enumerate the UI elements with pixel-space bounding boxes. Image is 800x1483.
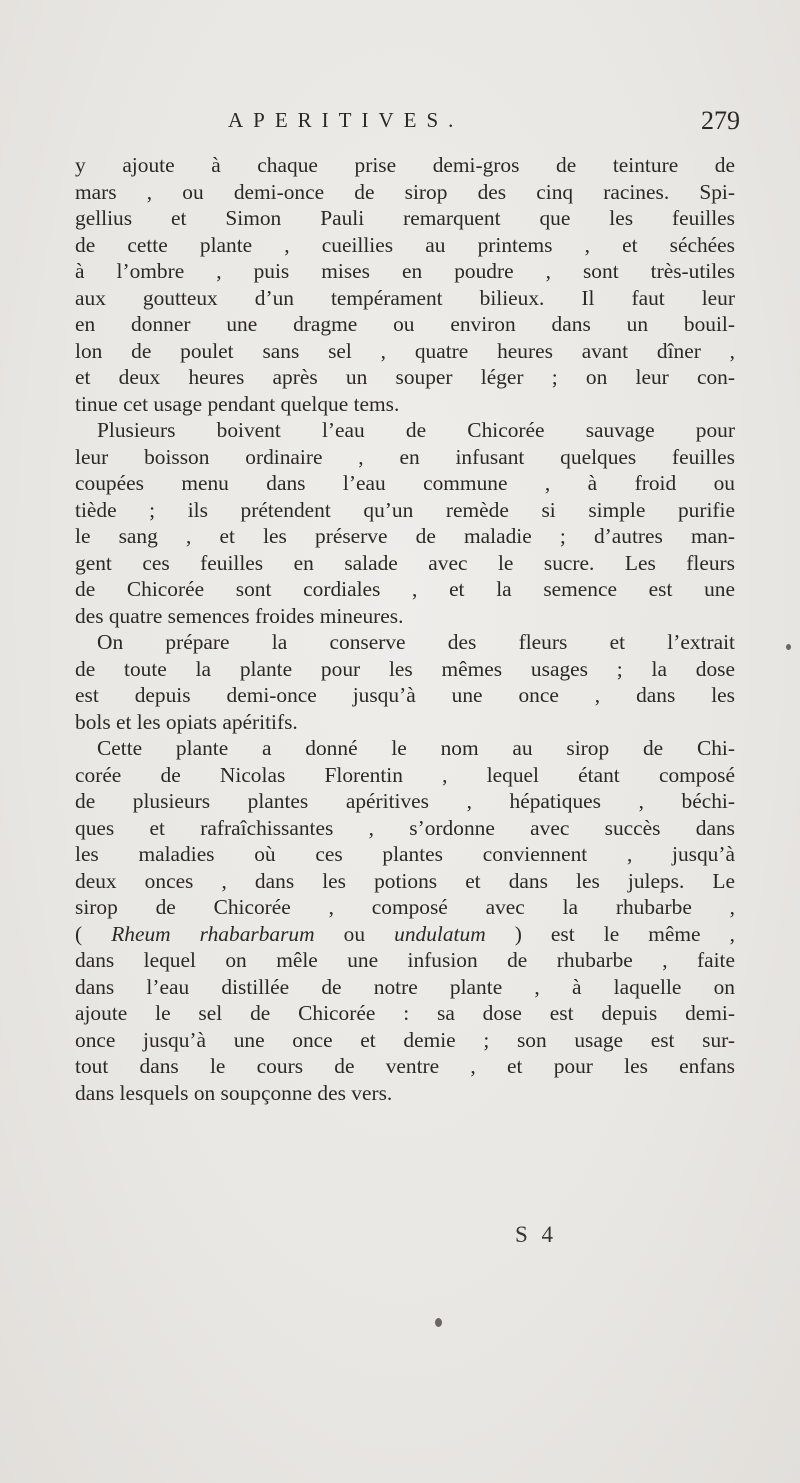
text-line: ques et rafraîchissantes , s’ordonne avec succès dans bbox=[75, 815, 735, 840]
text-line: mars , ou demi-once de sirop des cinq racines. Spi- bbox=[75, 179, 735, 204]
text-line: et deux heures après un souper léger ; on leur con- bbox=[75, 365, 735, 389]
text-line: sirop de Chicorée , composé avec la rhubarbe , bbox=[75, 895, 735, 919]
text-line: leur boisson ordinaire , en infusant quelques feuilles bbox=[75, 444, 735, 469]
text-line-italic bbox=[75, 921, 735, 948]
text-line: les maladies où ces plantes conviennent , jusqu’à bbox=[75, 842, 735, 866]
text-line: est depuis demi-once jusqu’à une once , dans les bbox=[75, 683, 735, 707]
text-line: deux onces , dans les potions et dans les juleps. Le bbox=[75, 868, 735, 893]
text-line: de plusieurs plantes apéritives , hépatiques , béchi- bbox=[75, 789, 735, 813]
latin-name-undulatum: undulatum bbox=[394, 921, 486, 946]
text-line: bols et les opiats apéritifs. bbox=[75, 709, 298, 734]
text-line: de toute la plante pour les mêmes usages ; la dose bbox=[75, 656, 735, 681]
text-line: once jusqu’à une once et demie ; son usage est sur- bbox=[75, 1027, 735, 1052]
latin-name-rheum: Rheum rhabarbarum bbox=[111, 921, 315, 946]
text-line: On prépare la conserve des fleurs et l’extrait bbox=[97, 630, 735, 654]
text-line: tiède ; ils prétendent qu’un remède si simple purifie bbox=[75, 497, 735, 522]
text-line: des quatre semences froides mineures. bbox=[75, 603, 404, 628]
text-line: de cette plante , cueillies au printems , et séchées bbox=[75, 232, 735, 257]
paragraph-3 bbox=[75, 629, 735, 735]
text-line: y ajoute à chaque prise demi-gros de teinture de bbox=[75, 153, 735, 177]
running-title: APERITIVES. bbox=[228, 108, 464, 132]
text-line: lon de poulet sans sel , quatre heures avant dîner , bbox=[75, 338, 735, 363]
conjunction: ou bbox=[314, 921, 395, 946]
text-line: ajoute le sel de Chicorée : sa dose est depuis demi- bbox=[75, 1001, 735, 1025]
paragraph-1 bbox=[75, 152, 735, 417]
page-number: 279 bbox=[701, 106, 740, 135]
text-line: tinue cet usage pendant quelque tems. bbox=[75, 391, 400, 416]
text-line: aux goutteux d’un tempérament bilieux. Il faut leur bbox=[75, 285, 735, 310]
text-line: Cette plante a donné le nom au sirop de Chi- bbox=[97, 736, 735, 760]
text-line: coupées menu dans l’eau commune , à froid ou bbox=[75, 471, 735, 495]
text-line: gent ces feuilles en salade avec le sucre. Les fleurs bbox=[75, 550, 735, 575]
text-line: en donner une dragme ou environ dans un bouil- bbox=[75, 312, 735, 336]
paragraph-2 bbox=[75, 417, 735, 629]
text-line: dans lesquels on soupçonne des vers. bbox=[75, 1080, 393, 1105]
running-head bbox=[70, 108, 740, 148]
text-line: de Chicorée sont cordiales , et la semence est une bbox=[75, 577, 735, 601]
text-line: Plusieurs boivent l’eau de Chicorée sauvage pour bbox=[97, 418, 735, 442]
signature-mark: S 4 bbox=[515, 1222, 558, 1247]
paper-speck bbox=[435, 1318, 442, 1327]
paren-open: ( bbox=[75, 921, 112, 946]
text-line: gellius et Simon Pauli remarquent que les feuilles bbox=[75, 206, 735, 230]
text-line: dans lequel on mêle une infusion de rhubarbe , faite bbox=[75, 948, 735, 972]
paren-close: ) est le même , bbox=[485, 921, 735, 946]
body-text bbox=[75, 152, 735, 1106]
paragraph-4 bbox=[75, 735, 735, 1106]
text-line: corée de Nicolas Florentin , lequel étant composé bbox=[75, 762, 735, 787]
paper-speck bbox=[786, 644, 791, 650]
text-line: à l’ombre , puis mises en poudre , sont très-utiles bbox=[75, 259, 735, 283]
text-line: tout dans le cours de ventre , et pour les enfans bbox=[75, 1054, 735, 1078]
text-line: le sang , et les préserve de maladie ; d’autres man- bbox=[75, 524, 735, 548]
text-line: dans l’eau distillée de notre plante , à laquelle on bbox=[75, 974, 735, 999]
